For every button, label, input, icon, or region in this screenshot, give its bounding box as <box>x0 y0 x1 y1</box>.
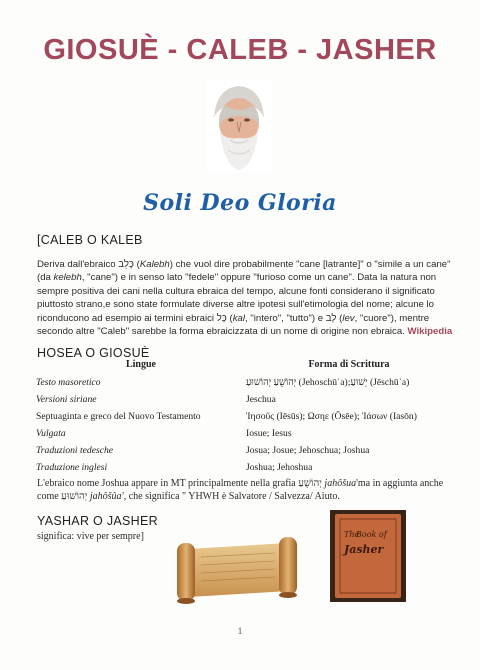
lingua-cell: Traduzione inglesi <box>36 462 108 473</box>
table-row <box>36 408 452 425</box>
forma-cell: Joshua; Jehoshua <box>246 462 313 473</box>
lingua-cell: Vulgata <box>36 428 66 439</box>
forma-cell: Jeschua <box>246 394 276 405</box>
forma-cell: Josua; Josue; Jehoschua; Joshua <box>246 445 370 456</box>
portrait-image <box>206 80 272 172</box>
forma-cell: Iosue; Iesus <box>246 428 292 439</box>
joshua-note-paragraph: L'ebraico nome Joshua appare in MT principalmente nella grafia יְהוֹשֻׁעַ jahôšua'ma in aggiunta anche come יְהוֹשׁוּעַ jahôšûa', che significa " YHWH è Salvatore / Salvezza/ Aiuto. <box>37 478 444 502</box>
book-cover-art <box>330 510 406 602</box>
forma-cell: יְהוֹשֻׁעַ יְהוֹשׁוּעַ (Jehoschūʿa);יֵשׁוּעַ (Jēschūʿa) <box>246 377 410 388</box>
book-title-line2: Book of <box>356 530 387 539</box>
translations-table <box>36 358 452 476</box>
caleb-paragraph: Deriva dall'ebraico כָּלֵב (Kalebh) che vuol dire probabilmente "cane [latrante]" o "simile a un cane" (da kelebh, "cane") e in senso lato "fedele" oppure "furioso come un cane". Data la natura non sempre positiva dei cani nella cultura ebraica del tempo, alcune fonti considerano il significato piuttosto strano,e sono state formulate diverse altre ipotesi sull'etimologia del nome; alcune lo riconducono ad esempio ai termini ebraici כָּל (kal, "intero", "tutto") e לֵב (lev, "cuore"), mentre secondo altre "Caleb" sarebbe la forma ebraicizzata di un nome di origine non ebraica. Wikipedia <box>37 259 453 338</box>
motto-banner: Soli Deo Gloria <box>143 190 337 216</box>
yashar-heading: YASHAR O JASHER <box>37 514 158 528</box>
scroll-image <box>175 535 300 607</box>
forma-cell: Ἰησοῦς (Iēsūs); Ωσηε (Ōsēe); Ἰάσων (Iasōn) <box>246 411 417 422</box>
yashar-subtitle: significa: vive per sempre] <box>37 531 144 542</box>
lingua-cell: Versioni siriane <box>36 394 97 405</box>
column-header-lingue: Lingue <box>125 359 156 370</box>
hosea-heading: HOSEA O GIOSUÈ <box>37 346 150 360</box>
column-header-forma: Forma di Scrittura <box>308 359 390 370</box>
page-number: 1 <box>237 626 243 636</box>
book-of-jasher-image <box>330 510 406 602</box>
book-title-line3: Jasher <box>344 543 384 556</box>
table-row <box>36 391 452 408</box>
wikipedia-link[interactable]: Wikipedia <box>407 326 453 338</box>
table-row <box>36 374 452 391</box>
lingua-cell: Septuaginta e greco del Nuovo Testamento <box>36 411 201 422</box>
page-title: GIOSUÈ - CALEB - JASHER <box>43 34 437 66</box>
lingua-cell: Testo masoretico <box>36 377 101 388</box>
table-header-row <box>36 358 452 374</box>
table-row <box>36 459 452 476</box>
caleb-heading: [CALEB O KALEB <box>37 233 143 247</box>
lingua-cell: Traduzioni tedesche <box>36 445 114 456</box>
table-row <box>36 442 452 459</box>
table-row <box>36 425 452 442</box>
book-title-line1: The <box>344 530 360 539</box>
